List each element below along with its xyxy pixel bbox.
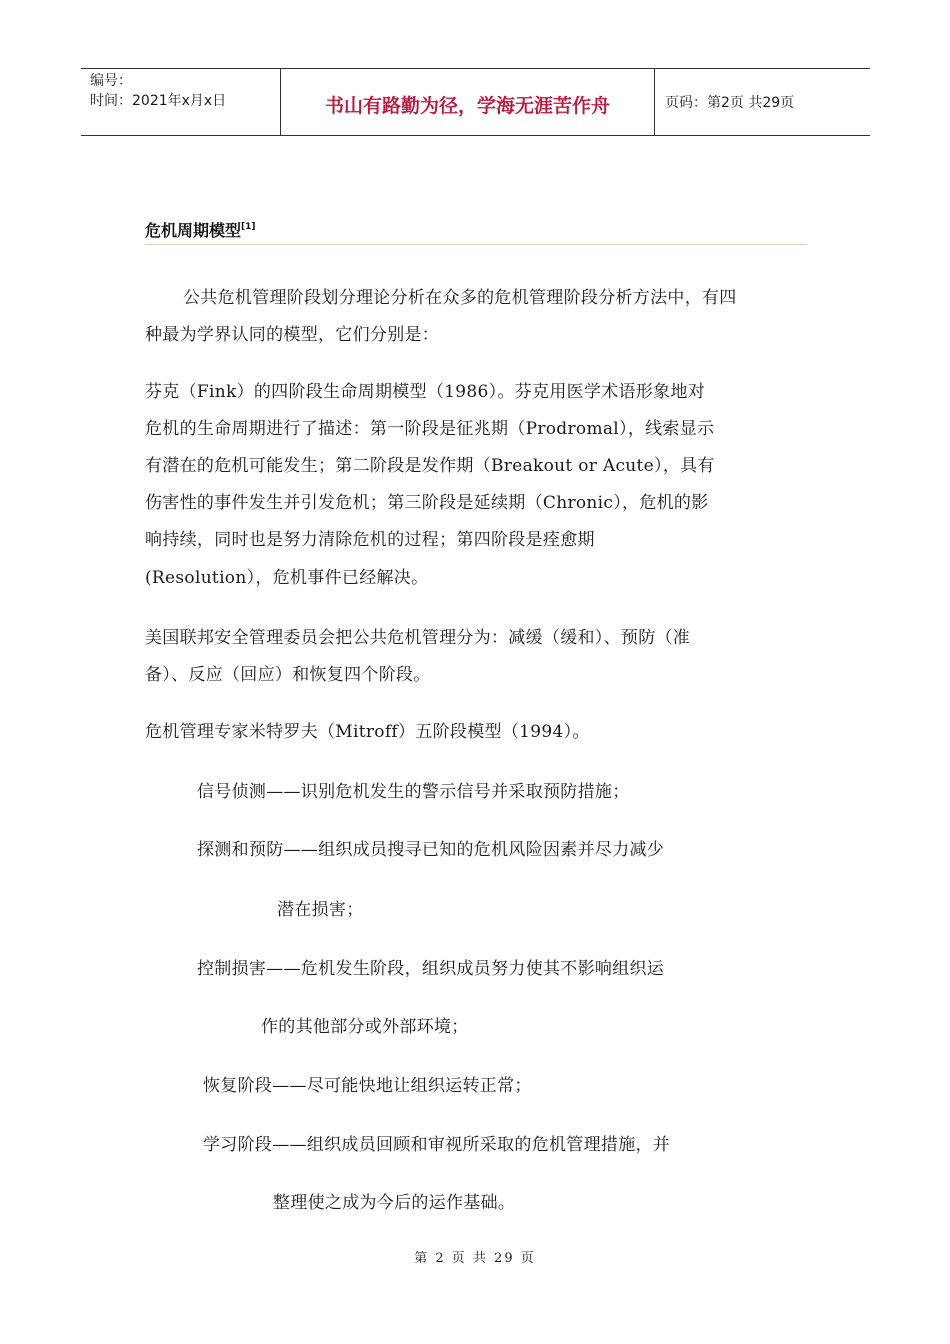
list-item-continuation: 整理使之成为今后的运作基础。 xyxy=(273,1193,516,1213)
list-item: 控制损害——危机发生阶段，组织成员努力使其不影响组织运 xyxy=(197,959,665,979)
list-item: 学习阶段——组织成员回顾和审视所采取的危机管理措施，并 xyxy=(203,1135,671,1155)
section-title-text: 危机周期模型 xyxy=(145,221,242,240)
list-item-continuation: 作的其他部分或外部环境； xyxy=(261,1017,469,1037)
paragraph-line: 芬克（Fink）的四阶段生命周期模型（1986）。芬克用医学术语形象地对 xyxy=(145,382,706,402)
document-date: 时间：2021年x月x日 xyxy=(90,93,227,109)
paragraph-line: 伤害性的事件发生并引发危机；第三阶段是延续期（Chronic），危机的影 xyxy=(145,493,709,513)
header-meta xyxy=(81,69,281,135)
list-item-continuation: 潜在损害； xyxy=(277,900,364,920)
paragraph-line: 美国联邦安全管理委员会把公共危机管理分为：减缓（缓和）、预防（准 xyxy=(145,628,691,648)
list-item: 恢复阶段——尽可能快地让组织运转正常； xyxy=(203,1076,532,1096)
paragraph-line: 种最为学界认同的模型，它们分别是： xyxy=(145,325,440,345)
paragraph-line: 响持续，同时也是努力清除危机的过程；第四阶段是痊愈期 xyxy=(145,530,595,550)
paragraph-line: 危机的生命周期进行了描述：第一阶段是征兆期（Prodromal），线索显示 xyxy=(145,419,715,439)
header-motto: 书山有路勤为径，学海无涯苦作舟 xyxy=(281,69,655,135)
paragraph-line: 危机管理专家米特罗夫（Mitroff）五阶段模型（1994）。 xyxy=(145,722,590,742)
paragraph-line: (Resolution），危机事件已经解决。 xyxy=(145,568,429,588)
paragraph-line: 备）、反应（回应）和恢复四个阶段。 xyxy=(145,665,431,685)
section-title xyxy=(145,218,256,241)
list-item: 探测和预防——组织成员搜寻已知的危机风险因素并尽力减少 xyxy=(197,840,665,860)
page-header xyxy=(81,68,870,136)
list-item: 信号侦测——识别危机发生的警示信号并采取预防措施； xyxy=(197,782,630,802)
page-footer: 第 2 页 共 29 页 xyxy=(414,1251,536,1266)
citation-marker: [1] xyxy=(241,222,256,232)
header-page-info: 页码：第2页 共29页 xyxy=(665,95,795,111)
document-number: 编号： xyxy=(90,73,132,89)
paragraph-line: 有潜在的危机可能发生；第二阶段是发作期（Breakout or Acute），具有 xyxy=(145,456,715,476)
paragraph-line: 公共危机管理阶段划分理论分析在众多的危机管理阶段分析方法中，有四 xyxy=(183,288,737,308)
title-divider xyxy=(145,244,807,245)
